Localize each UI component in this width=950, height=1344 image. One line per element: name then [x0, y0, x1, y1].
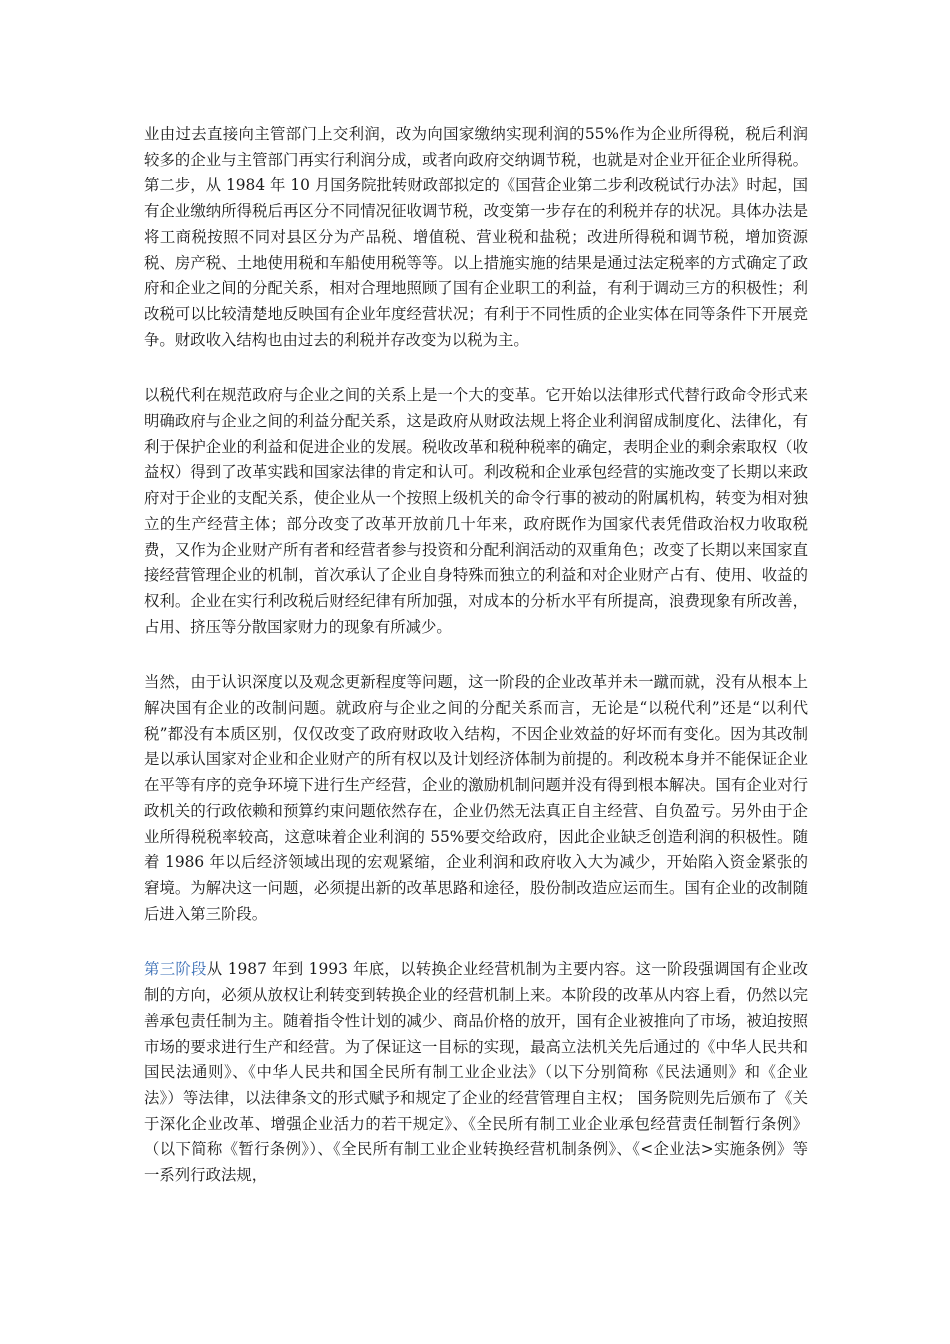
- paragraph-spacer: [144, 640, 808, 670]
- paragraph-4: [144, 957, 808, 1188]
- paragraph-spacer: [144, 927, 808, 957]
- paragraph-4-text: 从 1987 年到 1993 年底，以转换企业经营机制为主要内容。这一阶段强调国有企业改制的方向，必须从放权让利转变到转换企业的经营机制上来。本阶段的改革从内容上看，仍然以完善承包责任制为主。随着指令性计划的减少、商品价格的放开，国有企业被推向了市场，被迫按照市场的要求进行生产和经营。为了保证这一目标的实现，最高立法机关先后通过的《中华人民共和国民法通则》、《中华人民共和国全民所有制工业企业法》（以下分别简称《民法通则》和《企业法》）等法律，以法律条文的形式赋予和规定了企业的经营管理自主权； 国务院则先后颁布了《关于深化企业改革、增强企业活力的若干规定》、《全民所有制工业企业承包经营责任制暂行条例》（以下简称《暂行条例》）、《全民所有制工业企业转换经营机制条例》、《<企业法>实施条例》等一系列行政法规，: [144, 960, 808, 1185]
- paragraph-1: 业由过去直接向主管部门上交利润，改为向国家缴纳实现利润的55%作为企业所得税，税后利润较多的企业与主管部门再实行利润分成，或者向政府交纳调节税，也就是对企业开征企业所得税。第二步，从 1984 年 10 月国务院批转财政部拟定的《国营企业第二步利改税试行办法》时起，国有企业缴纳所得税后再区分不同情况征收调节税，改变第一步存在的利税并存的状况。具体办法是将工商税按照不同对县区分为产品税、增值税、营业税和盐税；改进所得税和调节税，增加资源税、房产税、土地使用税和车船使用税等等。以上措施实施的结果是通过法定税率的方式确定了政府和企业之间的分配关系，相对合理地照顾了国有企业职工的利益，有利于调动三方的积极性；利改税可以比较清楚地反映国有企业年度经营状况；有利于不同性质的企业实体在同等条件下开展竞争。财政收入结构也由过去的利税并存改变为以税为主。: [144, 125, 808, 349]
- paragraph-spacer: [144, 353, 808, 383]
- section-heading-link[interactable]: 第三阶段: [144, 960, 207, 979]
- paragraph-2: 以税代利在规范政府与企业之间的关系上是一个大的变革。它开始以法律形式代替行政命令形式来明确政府与企业之间的利益分配关系，这是政府从财政法规上将企业利润留成制度化、法律化，有利于保护企业的利益和促进企业的发展。税收改革和税种税率的确定，表明企业的剩余索取权（收益权）得到了改革实践和国家法律的肯定和认可。利改税和企业承包经营的实施改变了长期以来政府对于企业的支配关系，使企业从一个按照上级机关的命令行事的被动的附属机构，转变为相对独立的生产经营主体；部分改变了改革开放前几十年来，政府既作为国家代表凭借政治权力收取税费，又作为企业财产所有者和经营者参与投资和分配利润活动的双重角色；改变了长期以来国家直接经营管理企业的机制，首次承认了企业自身特殊而独立的利益和对企业财产占有、使用、收益的权利。企业在实行利改税后财经纪律有所加强，对成本的分析水平有所提高，浪费现象有所改善，占用、挤压等分散国家财力的现象有所减少。: [144, 386, 808, 636]
- paragraph-3: 当然，由于认识深度以及观念更新程度等问题，这一阶段的企业改革并未一蹴而就，没有从根本上解决国有企业的改制问题。就政府与企业之间的分配关系而言，无论是“以税代利”还是“以利代税”都没有本质区别，仅仅改变了政府财政收入结构，不因企业效益的好坏而有变化。因为其改制是以承认国家对企业和企业财产的所有权以及计划经济体制为前提的。利改税本身并不能保证企业在平等有序的竞争环境下进行生产经营，企业的激励机制问题并没有得到根本解决。国有企业对行政机关的行政依赖和预算约束问题依然存在，企业仍然无法真正自主经营、自负盈亏。另外由于企业所得税税率较高，这意味着企业利润的 55%要交给政府，因此企业缺乏创造利润的积极性。随着 1986 年以后经济领域出现的宏观紧缩，企业利润和政府收入大为减少，开始陷入资金紧张的窘境。为解决这一问题，必须提出新的改革思路和途径，股份制改造应运而生。国有企业的改制随后进入第三阶段。: [144, 673, 808, 923]
- document-body: [144, 122, 808, 1189]
